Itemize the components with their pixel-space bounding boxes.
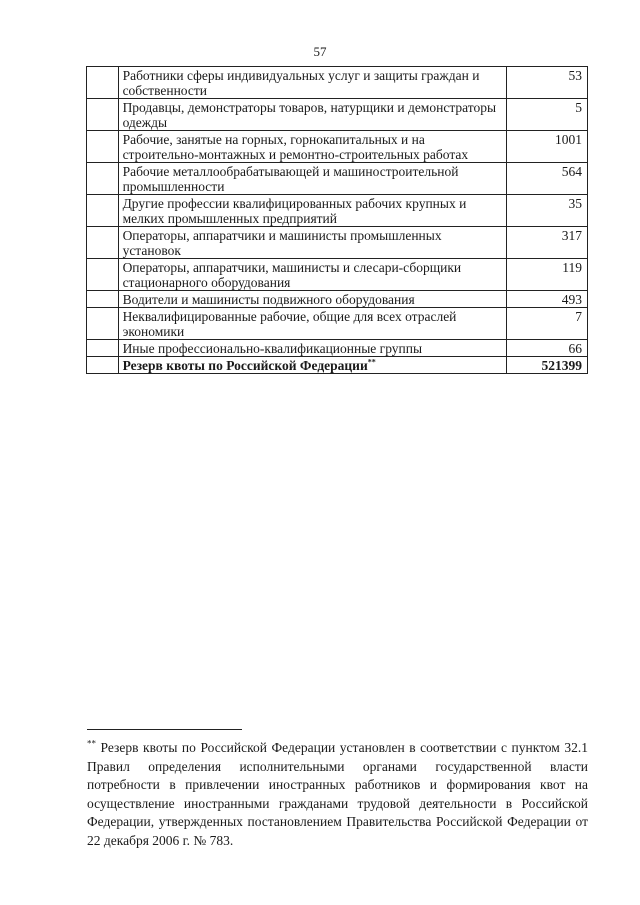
quota-value-cell: 66 [506,340,587,357]
quota-value-cell: 564 [506,163,587,195]
footnote-reference-mark: ** [367,357,376,367]
profession-group-cell: Рабочие металлообрабатывающей и машиностроительной промышленности [118,163,506,195]
table-row [87,131,588,163]
row-index-cell [87,340,119,357]
quota-table [86,66,588,374]
row-index-cell [87,259,119,291]
profession-group-cell: Работники сферы индивидуальных услуг и защиты граждан и собственности [118,67,506,99]
row-index-cell [87,227,119,259]
row-index-cell [87,195,119,227]
table-row [87,291,588,308]
profession-group-cell: Неквалифицированные рабочие, общие для всех отраслей экономики [118,308,506,340]
total-row [87,357,588,374]
quota-value-cell: 5 [506,99,587,131]
quota-value-cell: 119 [506,259,587,291]
table-row [87,163,588,195]
table-row [87,308,588,340]
row-index-cell [87,357,119,374]
profession-group-cell: Операторы, аппаратчики и машинисты промышленных установок [118,227,506,259]
footnote-divider [87,729,242,730]
profession-group-cell: Другие профессии квалифицированных рабочих крупных и мелких промышленных предприятий [118,195,506,227]
profession-group-cell: Рабочие, занятые на горных, горнокапитальных и на строительно-монтажных и ремонтно-строительных работах [118,131,506,163]
quota-value-cell: 35 [506,195,587,227]
quota-value-cell: 7 [506,308,587,340]
profession-group-cell: Операторы, аппаратчики, машинисты и слесари-сборщики стационарного оборудования [118,259,506,291]
row-index-cell [87,163,119,195]
table-row [87,259,588,291]
table-row [87,340,588,357]
table-row [87,227,588,259]
row-index-cell [87,291,119,308]
table-row [87,99,588,131]
profession-group-cell: Продавцы, демонстраторы товаров, натурщики и демонстраторы одежды [118,99,506,131]
quota-value-cell: 1001 [506,131,587,163]
quota-value-cell: 493 [506,291,587,308]
footnote [87,739,588,850]
row-index-cell [87,131,119,163]
row-index-cell [87,99,119,131]
total-label: Резерв квоты по Российской Федерации [122,358,368,373]
quota-value-cell: 317 [506,227,587,259]
footnote-text: Резерв квоты по Российской Федерации установлен в соответствии с пунктом 32.1 Правил определения исполнительными органами государственной власти потребности в привлечении иностранных работников и формирования квот на осуществление иностранными гражданами трудовой деятельности в Российской Федерации, утвержденных постановлением Правительства Российской Федерации от 22 декабря 2006 г. № 783. [87,740,588,848]
row-index-cell [87,67,119,99]
profession-group-cell: Иные профессионально-квалификационные группы [118,340,506,357]
total-label-cell [118,357,506,374]
table-row [87,67,588,99]
page-number: 57 [313,44,327,59]
row-index-cell [87,308,119,340]
total-value-cell: 521399 [506,357,587,374]
quota-value-cell: 53 [506,67,587,99]
quota-table-body [87,67,588,374]
footnote-mark: ** [87,738,96,749]
profession-group-cell: Водители и машинисты подвижного оборудования [118,291,506,308]
table-row [87,195,588,227]
